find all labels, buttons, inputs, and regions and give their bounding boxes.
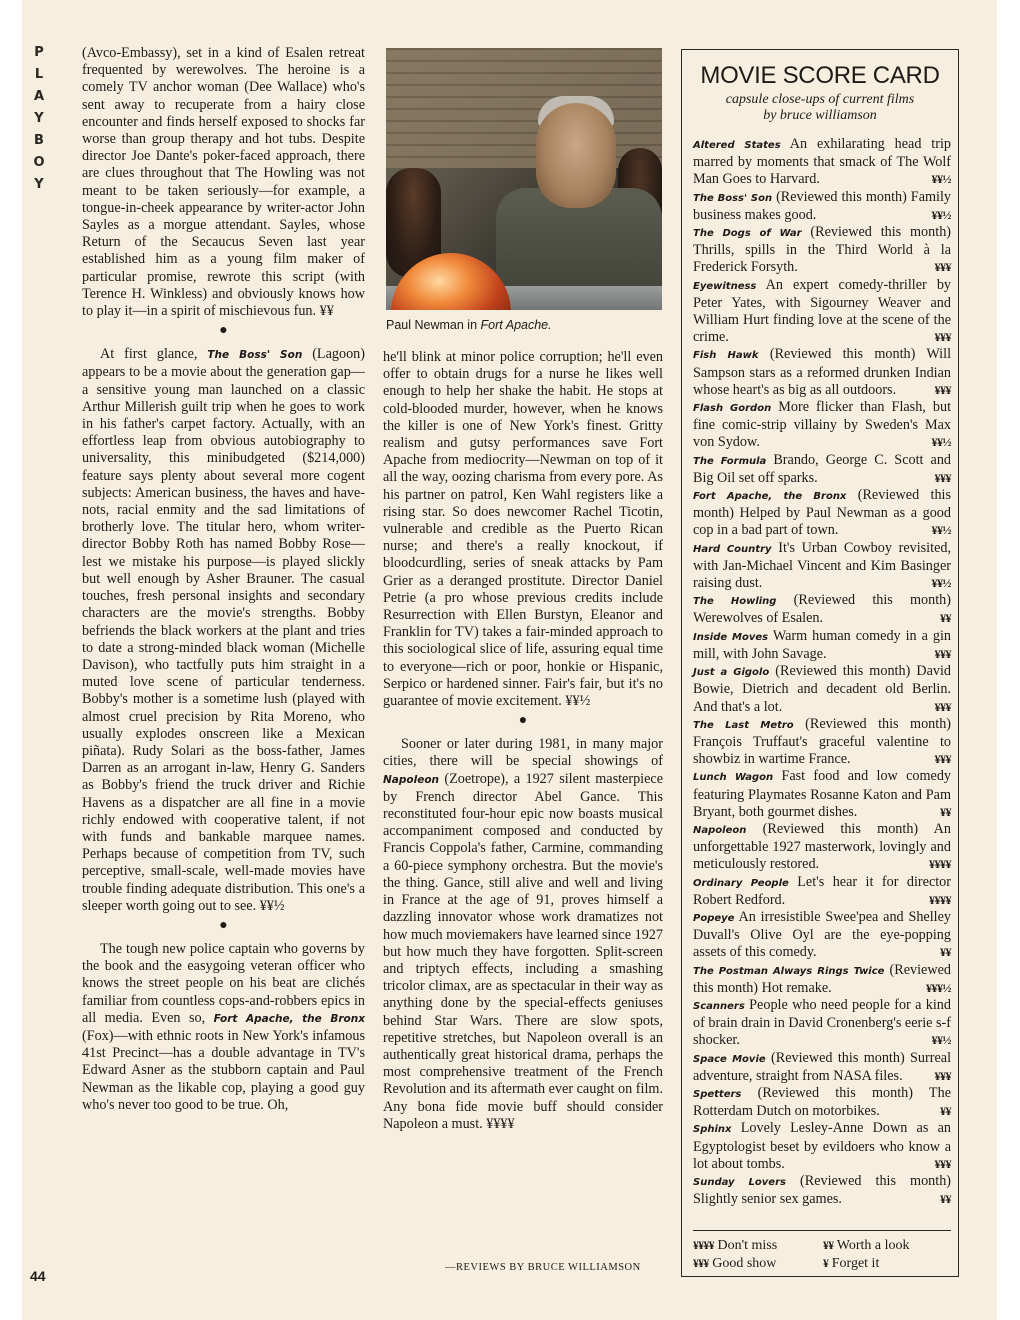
score-card-rating: ¥¥¥ [934, 260, 951, 275]
score-card-description: (Reviewed this month) Slightly senior sex games. [693, 1172, 952, 1208]
movie-title: Fort Apache, the Bronx [213, 1012, 365, 1025]
score-card-rating: ¥¥¥¥ [929, 892, 951, 907]
page-number: 44 [30, 1268, 46, 1284]
score-card-rating: ¥¥¥ [934, 1068, 951, 1083]
score-card-entry [693, 663, 951, 716]
score-card-description: (Reviewed this month) Hot remake. [693, 961, 951, 996]
score-card-movie-title: Eyewitness [693, 280, 757, 292]
reviews-byline: —REVIEWS BY BRUCE WILLIAMSON [445, 1262, 641, 1273]
score-card-description: People who need people for a kind of brain drain in David Cronenberg's eerie s-f shocker. [693, 996, 951, 1049]
section-bullet: ● [219, 323, 228, 339]
score-card-description: An expert comedy-thriller by Peter Yates, with Sigourney Weaver and William Hurt finding love at the scene of the crime. [693, 276, 952, 346]
score-card-rating: ¥¥¥ [934, 330, 951, 345]
score-card-entry [693, 1085, 951, 1120]
score-card-rating: ¥¥¥ [934, 752, 951, 767]
score-card-entry [693, 909, 951, 962]
score-card-rating: ¥¥½ [931, 172, 951, 187]
review-column-left [82, 45, 365, 1114]
score-card-entry [693, 628, 951, 663]
score-card-entry [693, 821, 951, 874]
score-card-description: Let's hear it for director Robert Redford. [693, 873, 952, 908]
score-card-rating: ¥¥½ [931, 523, 951, 538]
review-column-middle [383, 349, 663, 1133]
score-card-movie-title: The Boss' Son [693, 192, 773, 204]
boss-son-review: At first glance, The Boss' Son (Lagoon) appears to be a movie about the generation gap—a sensitive young man launched on a classic Arthur Millerish guilt trip when he goes to work in his father's carpet factory. Actually, with an effortless leap from obvious autobiography to universality, this minibudgeted ($214,000) feature says plenty about several more cogent subjects: American business, the haves and have-nots, racial enmity and the sad limitations of brotherly love. The titular hero, whom writer-director Bobby Roth has named Bobby Rose—lest we mistake his purpose—is played slickly but well enough by Asher Brauner. The casual touches, fresh personal insights and secondary characters are the movie's strengths. Bobby befriends the black workers at the plant and tries to date a strong-minded black woman (Michelle Davison), who tactfully puts him straight in a muted love scene of particular tenderness. Bobby's mother is a sometime lush (played with almost cruel precision by Rita Moreno, who usually explodes onscreen like a Mexican piñata). Rudy Solari as the boss-father, James Darren as an arrogant in-law, Henry G. Sanders as Bobby's friend the truck driver and Richie Havens as a dispatcher are all fine in a movie richly endowed with cooperative talent, if not with funds and bankable marquee names. Perhaps because of competition from TV, such perceptive, small-scale, well-made movies have trouble finding adequate distribution. This one's a sleeper worth going out to see. ¥¥½ [82, 346, 365, 914]
magazine-name-letter: P [34, 45, 44, 60]
photo-caption: Paul Newman in Fort Apache. [386, 318, 552, 332]
section-bullet: ● [219, 917, 228, 933]
napoleon-review: Sooner or later during 1981, in many major cities, there will be special showings of Napoleon (Zoetrope), a 1927 silent masterpiece by French director Abel Gance. This reconstituted four-hour epic now boasts musical accompaniment composed and conducted by Francis Coppola's father, Carmine, commanding a 60-piece symphony orchestra. But the movie's the thing. Gance, still alive and well and living in France at the age of 91, proves himself a dazzling innovator whose work dramatizes not how much moviemakers have learned since 1927 but how much they have forgotten. Split-screen and triptych effects, including a smashing tricolor climax, are as spectacular in their way as anything done by the special-effects geniuses behind Star Wars. There are slow spots, repetitive stretches, but Napoleon overall is an authentically great historical drama, perhaps the most comprehensive treatment of the French Revolution and its aftermath ever caught on film. Any bona fide movie buff should consider Napoleon a must. ¥¥¥¥ [383, 736, 664, 1132]
score-card-movie-title: Popeye [693, 912, 735, 924]
score-card-movie-title: Fort Apache, the Bronx [693, 491, 847, 503]
score-card-rating: ¥¥½ [931, 435, 951, 450]
score-card-rating: ¥¥½ [931, 1033, 951, 1048]
score-card-movie-title: Flash Gordon [693, 403, 772, 415]
score-card-entry [693, 346, 951, 399]
score-card-entry [693, 997, 951, 1050]
score-card-movie-title: The Last Metro [693, 719, 794, 731]
score-card-entry [693, 136, 951, 189]
score-card-rating: ¥¥¥½ [926, 980, 951, 995]
score-card-description: (Reviewed this month) An unforgettable 1927 masterwork, lovingly and meticulously restored. [693, 820, 952, 873]
score-card-description: (Reviewed this month) François Truffaut's graceful valentine to showbiz in wartime France. [693, 715, 952, 768]
score-card-movie-title: Sunday Lovers [693, 1176, 786, 1188]
score-card-entry [693, 487, 951, 540]
rating-legend [693, 1230, 951, 1273]
score-card-movie-title: The Dogs of War [693, 228, 802, 240]
score-card-description: It's Urban Cowboy revisited, with Jan-Michael Vincent and Kim Basinger raising dust. [693, 539, 952, 592]
score-card-rating: ¥¥ [940, 1192, 951, 1207]
score-card-description: (Reviewed this month) Will Sampson stars as a reformed drunken Indian whose heart's as big as all outdoors. [693, 346, 952, 398]
score-card-entry [693, 874, 951, 909]
magazine-name-letter: O [33, 155, 45, 170]
score-card-entry [693, 189, 951, 224]
score-card-description: Warm human comedy in a gin mill, with John Savage. [693, 627, 951, 662]
score-card-description: Lovely Lesley-Anne Down as an Egyptologist beset by evildoers who know a lot about tombs. [693, 1120, 951, 1172]
score-card-movie-title: Fish Hawk [693, 350, 759, 362]
score-card-subtitle: capsule close-ups of current films by bruce williamson [725, 92, 915, 123]
score-card-title: MOVIE SCORE CARD [700, 62, 940, 89]
score-card-description: An exhilarating head trip marred by moments that smack of The Wolf Man Goes to Harvard. [693, 136, 952, 188]
score-card-entry [693, 592, 951, 627]
score-card-movie-title: Sphinx [693, 1124, 732, 1136]
magazine-name-letter: L [34, 67, 44, 82]
score-card-movie-title: Just a Gigolo [693, 667, 770, 679]
score-card-movie-title: Hard Country [693, 543, 772, 555]
score-card-entry [693, 1120, 951, 1173]
magazine-name-letter: B [34, 133, 44, 148]
film-still-photo [386, 48, 662, 310]
score-card-description: (Reviewed this month) Helped by Paul Newman as a good cop in a bad part of town. [693, 487, 952, 539]
score-card-movie-title: Inside Moves [693, 631, 769, 643]
score-card-entry [693, 277, 951, 347]
score-card-rating: ¥¥ [940, 804, 951, 819]
score-card-description: (Reviewed this month) Werewolves of Esalen. [693, 592, 951, 627]
fort-apache-review: The tough new police captain who governs by the book and the easygoing veteran officer who knows the street people on his beat are clichés familiar from countless cops-and-robbers epics in all media. Even so, Fort Apache, the Bronx (Fox)—with ethnic roots in New York's infamous 41st Precinct—has a double advantage in TV's Edward Asner as the stubborn captain and Paul Newman as the likable cop, playing a good guy who's never too good to be true. Oh, [82, 940, 365, 1113]
score-card-movie-title: The Postman Always Rings Twice [693, 965, 885, 977]
score-card-list [693, 136, 951, 1208]
legend-item: ¥ Forget it [823, 1256, 880, 1271]
score-card-description: (Reviewed this month) Thrills, spills in the Third World à la Frederick Forsyth. [693, 224, 952, 276]
score-card-movie-title: The Howling [693, 596, 777, 608]
movie-title: The Boss' Son [207, 349, 303, 362]
magazine-name-letter: Y [34, 177, 44, 192]
score-card-description: More flicker than Flash, but fine comic-strip villainy by Sweden's Max von Sydow. [693, 399, 952, 451]
magazine-name-letter: A [33, 89, 45, 104]
magazine-name-letter: Y [34, 111, 44, 126]
legend-item: ¥¥ Worth a look [823, 1238, 910, 1253]
score-card-movie-title: Space Movie [693, 1053, 766, 1065]
score-card-entry [693, 962, 951, 997]
score-card-rating: ¥¥ [940, 611, 951, 626]
score-card-movie-title: Napoleon [693, 824, 747, 836]
score-card-rating: ¥¥¥ [934, 470, 951, 485]
score-card-movie-title: Scanners [693, 1000, 745, 1012]
section-bullet: ● [518, 713, 528, 729]
movie-score-card [681, 49, 959, 1277]
score-card-movie-title: Spetters [693, 1088, 742, 1100]
score-card-movie-title: Lunch Wagon [693, 772, 774, 784]
magazine-name-vertical [30, 46, 48, 192]
score-card-rating: ¥¥ [940, 945, 951, 960]
score-card-description: Brando, George C. Scott and Big Oil set off sparks. [693, 451, 952, 486]
score-card-entry [693, 716, 951, 769]
score-card-rating: ¥¥¥ [934, 1156, 951, 1171]
movie-title: Napoleon [383, 773, 440, 786]
score-card-rating: ¥¥ [940, 1104, 951, 1119]
score-card-entry [693, 1173, 951, 1208]
score-card-description: (Reviewed this month) The Rotterdam Dutch on motorbikes. [693, 1084, 951, 1120]
howling-review-end: (Avco-Embassy), set in a kind of Esalen retreat frequented by werewolves. The heroine is a comely TV anchor woman (Dee Wallace) who's sent away to recuperate from a hairy close encounter and finds herself exposed to shocks far worse than group therapy and hot tubs. Despite director Joe Dante's poker-faced approach, there are clues throughout that The Howling was not meant to be taken seriously—for example, a tongue-in-cheek appearance by writer-actor John Sayles as a morgue attendant. Sayles, whose Return of the Secaucus Seven last year established him as a young film maker of particular promise, rewrote this script (with Terence H. Winkless) and obviously knows how to play it—in a spirit of mischievous fun. ¥¥ [82, 45, 365, 320]
score-card-entry [693, 224, 951, 277]
fort-apache-review-cont: he'll blink at minor police corruption; he'll even offer to obtain drugs for a nurse he likes well enough to help her shake the habit. He stops at cold-blooded murder, however, when he knows the killer is one of New York's finest. Gritty realism and gutsy performances save Fort Apache from mediocrity—Newman on top of it all the way, oozing charisma from every pore. As his partner on patrol, Ken Wahl registers like a rising star. So does newcomer Rachel Ticotin, vulnerable and credible as the Puerto Rican nurse; and there's a really knockout, if bloodcurdling, series of sneak attacks by Pam Grier as a deranged prostitute. Director Daniel Petrie (a pro whose previous credits include Resurrection with Ellen Burstyn, Eleanor and Franklin for TV) takes a fair-minded approach to this sociological slice of life, assuring equal time to everyone—rich or poor, honkie or Hispanic, Serpico or hardened sinner. Fair's fair, but it's no guarantee of movie excitement. ¥¥½ [383, 349, 663, 710]
score-card-rating: ¥¥½ [931, 207, 951, 222]
score-card-rating: ¥¥¥¥ [929, 857, 951, 872]
score-card-description: An irresistible Swee'pea and Shelley Duvall's Olive Oyl are the eye-popping assets of this comedy. [693, 908, 952, 961]
score-card-entry [693, 768, 951, 821]
score-card-movie-title: The Formula [693, 455, 767, 467]
score-card-rating: ¥¥¥ [934, 699, 951, 714]
score-card-movie-title: Ordinary People [693, 877, 789, 889]
legend-item: ¥¥¥¥ Don't miss [693, 1238, 778, 1253]
legend-item: ¥¥¥ Good show [693, 1256, 777, 1271]
score-card-entry [693, 540, 951, 593]
score-card-rating: ¥¥¥ [934, 382, 951, 397]
score-card-description: (Reviewed this month) Family business makes good. [693, 188, 952, 223]
score-card-entry [693, 1050, 951, 1085]
score-card-rating: ¥¥¥ [934, 646, 951, 661]
score-card-description: (Reviewed this month) David Bowie, Dietrich and decadent old Berlin. And that's a lot. [693, 663, 952, 715]
score-card-description: (Reviewed this month) Surreal adventure, straight from NASA files. [693, 1049, 952, 1084]
score-card-entry [693, 452, 951, 487]
score-card-movie-title: Altered States [693, 140, 781, 151]
score-card-entry [693, 399, 951, 452]
score-card-description: Fast food and low comedy featuring Playmates Rosanne Katon and Pam Bryant, both gourmet dishes. [693, 768, 952, 820]
score-card-rating: ¥¥½ [931, 576, 951, 591]
